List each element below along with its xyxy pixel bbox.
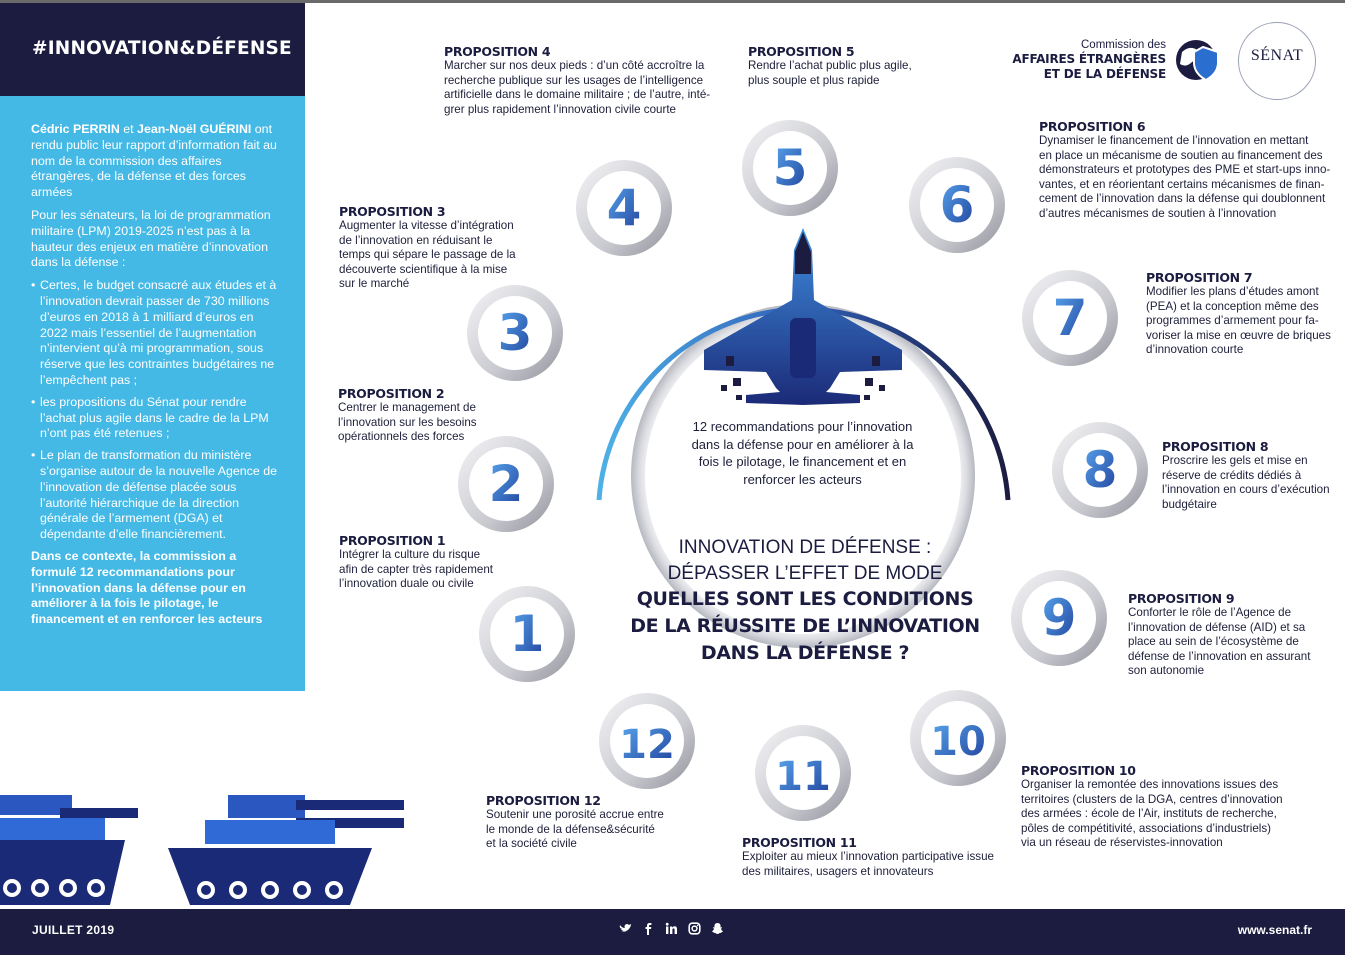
proposal-text: Centrer le management de l’innovation sur les besoins opérationnels des forces <box>338 401 477 444</box>
author-connector: et <box>119 122 138 136</box>
number-badge-5 <box>742 120 838 216</box>
proposal-text: Augmenter la vitesse d’intégration de l’innovation en réduisant le temps qui sépare le passage de la découverte scientifique à la mise sur le marché <box>339 219 516 291</box>
intro-bullet: • Certes, le budget consacré aux études et à l’innovation devrait passer de 730 millions d’euros en 2018 à 1 milliard d’euros en 2022 mais l’essentiel de l’augmentation n’intervient qu’à mi programmation, sous réserve que les contraintes budgétaires ne l’empêchent pas ; <box>40 278 279 389</box>
proposal-4 <box>444 44 724 117</box>
headline-question-line: DANS LA DÉFENSE ? <box>700 642 910 664</box>
badge-number: 4 <box>606 179 642 237</box>
linkedin-icon[interactable] <box>665 922 678 936</box>
twitter-icon[interactable] <box>619 922 632 936</box>
proposal-7 <box>1146 270 1341 358</box>
proposal-text: Organiser la remontée des innovations issues des territoires (clusters de la DGA, centres d’innovation des armées : école de l’Air, instituts de recherche, pôles de compétitivité, associations d’industriels) via un réseau de réservistes-innovation <box>1021 778 1283 850</box>
footer-bar <box>0 909 1345 955</box>
senat-logo <box>1238 22 1316 100</box>
number-badge-4 <box>576 160 672 256</box>
proposal-title: PROPOSITION 9 <box>1128 591 1235 606</box>
proposal-2 <box>338 386 528 445</box>
proposal-title: PROPOSITION 10 <box>1021 763 1136 778</box>
author-1: Cédric PERRIN <box>31 122 120 136</box>
badge-number: 12 <box>619 722 675 768</box>
tank-icon <box>168 795 404 905</box>
footer-date: JUILLET 2019 <box>32 923 115 937</box>
center-summary: 12 recommandations pour l’innovation dans la défense pour en améliorer à la fois le pilotage, le financement et en renforcer les acteurs <box>691 419 914 487</box>
badge-number: 8 <box>1082 441 1118 499</box>
proposal-text: Conforter le rôle de l’Agence de l’innovation de défense (AID) et sa place au sein de l’écosystème de défense de l’innovation en assurant son autonomie <box>1128 606 1311 678</box>
headline-subtitle-line: INNOVATION DE DÉFENSE : <box>678 537 932 558</box>
badge-number: 9 <box>1041 589 1077 647</box>
senat-logo-text: SÉNAT <box>1250 47 1304 64</box>
badge-number: 6 <box>939 176 975 234</box>
proposal-title: PROPOSITION 2 <box>338 386 445 401</box>
tank-icon <box>0 795 138 905</box>
snapchat-icon[interactable] <box>711 922 724 936</box>
headline-question-line: QUELLES SONT LES CONDITIONS <box>636 588 974 610</box>
social-links <box>619 921 724 937</box>
number-badge-3 <box>467 285 563 381</box>
globe-shield-icon <box>1176 40 1218 80</box>
proposal-title: PROPOSITION 11 <box>742 835 857 850</box>
proposal-title: PROPOSITION 6 <box>1039 119 1146 134</box>
proposal-6 <box>1039 119 1339 222</box>
headline-subtitle <box>560 535 1050 587</box>
proposal-text: Dynamiser le financement de l’innovation en mettant en place un mécanisme de soutien au financement des démonstrateurs et prototypes des PME et start-ups inno- vantes, et en réorientant certains mécanismes de finan- cement de l’innovation dans la défense qui doublonnent d’autres mécanismes de soutien à l’innovation <box>1039 134 1331 220</box>
proposal-text: Soutenir une porosité accrue entre le monde de la défense&sécurité et la société civile <box>486 808 664 851</box>
badge-number: 1 <box>509 605 545 663</box>
proposal-text: Modifier les plans d’études amont (PEA) et la conception même des programmes d’armement pour fa- voriser la mise en œuvre de briques d’innovation courte <box>1146 285 1331 357</box>
proposal-title: PROPOSITION 3 <box>339 204 446 219</box>
author-2: Jean-Noël GUÉRINI <box>137 122 252 136</box>
proposal-title: PROPOSITION 4 <box>444 44 551 59</box>
number-badge-12 <box>599 693 695 789</box>
number-badge-10 <box>910 690 1006 786</box>
proposal-title: PROPOSITION 7 <box>1146 270 1253 285</box>
headline-question-line: DE LA RÉUSSITE DE L’INNOVATION <box>630 615 980 637</box>
badge-number: 2 <box>488 455 524 513</box>
badge-number: 11 <box>775 754 831 800</box>
proposal-5 <box>748 44 948 88</box>
proposal-text: Rendre l’achat public plus agile, plus souple et plus rapide <box>748 59 912 87</box>
instagram-icon[interactable] <box>688 922 701 936</box>
proposal-10 <box>1021 763 1311 851</box>
badge-number: 5 <box>772 139 808 197</box>
headline-subtitle-line: DÉPASSER L’EFFET DE MODE <box>667 563 943 584</box>
proposal-text: Exploiter au mieux l’innovation participative issue des militaires, usagers et innovateurs <box>742 850 994 878</box>
proposal-title: PROPOSITION 1 <box>339 533 446 548</box>
proposal-text: Intégrer la culture du risque afin de capter très rapidement l’innovation duale ou civile <box>339 548 494 591</box>
proposal-11 <box>742 835 1022 879</box>
proposal-title: PROPOSITION 5 <box>748 44 855 59</box>
proposal-8 <box>1162 439 1342 512</box>
number-badge-8 <box>1052 422 1148 518</box>
proposal-12 <box>486 793 696 852</box>
proposal-text: Proscrire les gels et mise en réserve de crédits dédiés à l’innovation en cours d’exécution budgétaire <box>1162 454 1330 511</box>
fighter-jet-icon <box>704 228 902 405</box>
number-badge-11 <box>755 725 851 821</box>
proposal-text: Marcher sur nos deux pieds : d’un côté accroître la recherche publique sur les usages de l’intelligence artificielle dans le domaine militaire ; de l’autre, inté- grer plus rapidement l’innovation civile courte <box>444 59 711 116</box>
intro-bullet: • Le plan de transformation du ministère s’organise autour de la nouvelle Agence de l’innovation de défense placée sous l’autorité hiérarchique de la direction générale de l’armement (DGA) et dépendante d’elle financièrement. <box>40 448 279 543</box>
number-badge-7 <box>1022 270 1118 366</box>
intro-paragraph-2: Pour les sénateurs, la loi de programmation militaire (LPM) 2019-2025 n’est pas à la hauteur des enjeux en matière d’innovation dans la défense : <box>31 207 271 270</box>
footer-website[interactable]: www.senat.fr <box>1237 923 1312 937</box>
badge-number: 7 <box>1052 289 1088 347</box>
number-badge-2 <box>458 436 554 532</box>
commission-line-2: AFFAIRES ÉTRANGÈRES <box>1012 52 1166 66</box>
badge-number: 3 <box>497 304 533 362</box>
intro-bullet: • les propositions du Sénat pour rendre l’achat plus agile dans le cadre de la LPM n’ont pas été retenues ; <box>40 395 279 442</box>
proposal-title: PROPOSITION 12 <box>486 793 601 808</box>
commission-line-3: ET DE LA DÉFENSE <box>1043 67 1166 81</box>
commission-label <box>990 38 1166 82</box>
intro-lead: ont rendu public leur rapport d’information fait au nom de la commission des affaires étrangères, de la défense et des forces armées <box>31 122 277 200</box>
intro-conclusion: Dans ce contexte, la commission a formulé 12 recommandations pour l’innovation dans la défense pour en améliorer à la fois le pilotage, le financement et en renforcer les acteurs <box>31 548 263 627</box>
headline-question <box>560 586 1050 667</box>
number-badge-6 <box>909 157 1005 253</box>
proposal-3 <box>339 204 539 292</box>
commission-line-1: Commission des <box>1081 39 1166 51</box>
facebook-icon[interactable] <box>642 922 655 936</box>
proposal-1 <box>339 533 529 592</box>
badge-number: 10 <box>930 719 986 765</box>
proposal-9 <box>1128 591 1338 679</box>
proposal-title: PROPOSITION 8 <box>1162 439 1269 454</box>
hashtag-title: #INNOVATION&DÉFENSE <box>32 38 292 59</box>
